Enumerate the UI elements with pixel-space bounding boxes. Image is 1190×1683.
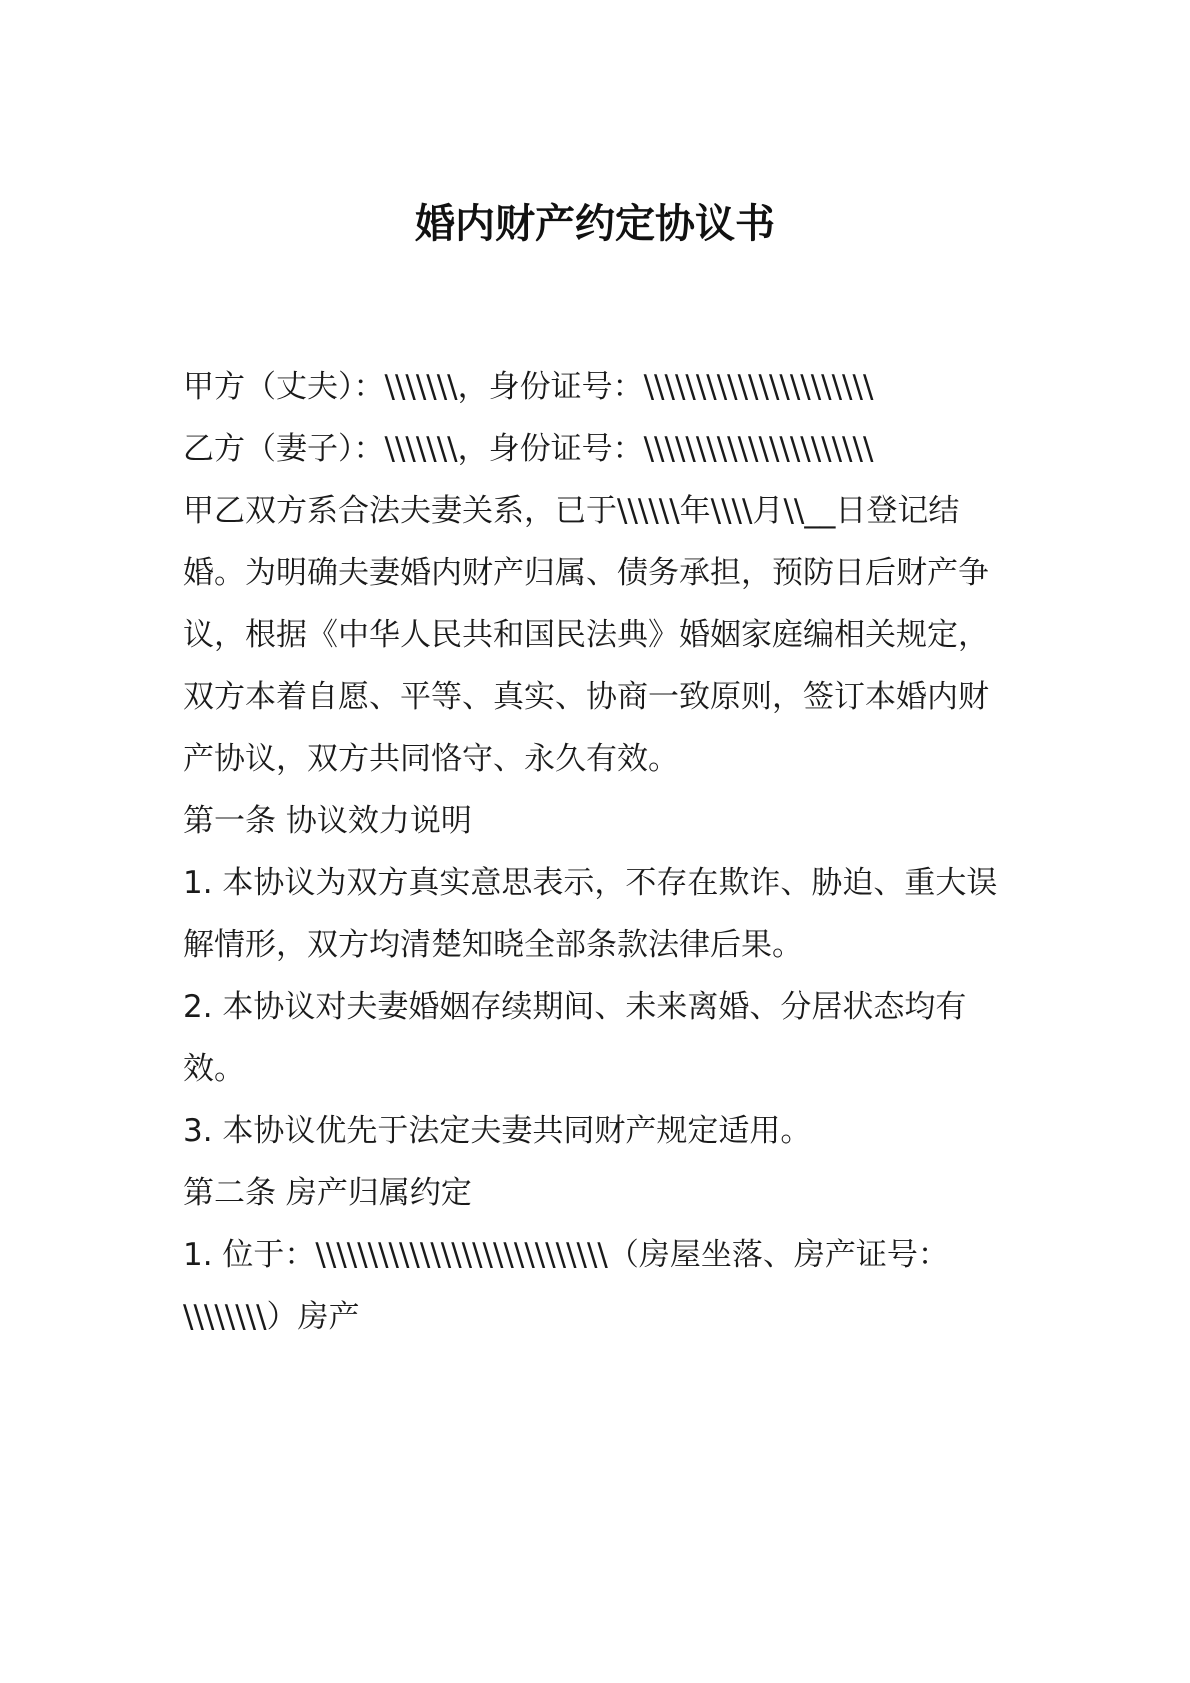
document-body <box>183 356 1013 1348</box>
article-2-heading: 第二条 房产归属约定 <box>183 1175 472 1211</box>
article-1-clause-1: 1. 本协议为双方真实意思表示，不存在欺诈、胁迫、重大误解情形，双方均清楚知晓全部条款法律后果。 <box>183 865 998 963</box>
party-b-line: 乙方（妻子）：\\\\\\\，身份证号：\\\\\\\\\\\\\\\\\\\\\\ <box>183 431 874 467</box>
party-a-line: 甲方（丈夫）：\\\\\\\，身份证号：\\\\\\\\\\\\\\\\\\\\\\ <box>183 369 874 405</box>
article-1-heading: 第一条 协议效力说明 <box>183 803 472 839</box>
document-title: 婚内财产约定协议书 <box>415 200 775 247</box>
preamble-paragraph: 甲乙双方系合法夫妻关系，已于\\\\\\年\\\\月\\__日登记结婚。为明确夫妻婚内财产归属、债务承担，预防日后财产争议，根据《中华人民共和国民法典》婚姻家庭编相关规定，双方本着自愿、平等、真实、协商一致原则，签订本婚内财产协议，双方共同恪守、永久有效。 <box>183 493 989 777</box>
article-1-clause-2: 2. 本协议对夫妻婚姻存续期间、未来离婚、分居状态均有效。 <box>183 989 967 1087</box>
article-2-clause-1: 1. 位于：\\\\\\\\\\\\\\\\\\\\\\\\\\\\（房屋坐落、房产证号：\\\\\\\\）房产 <box>183 1237 949 1335</box>
article-1-clause-3: 3. 本协议优先于法定夫妻共同财产规定适用。 <box>183 1113 812 1149</box>
